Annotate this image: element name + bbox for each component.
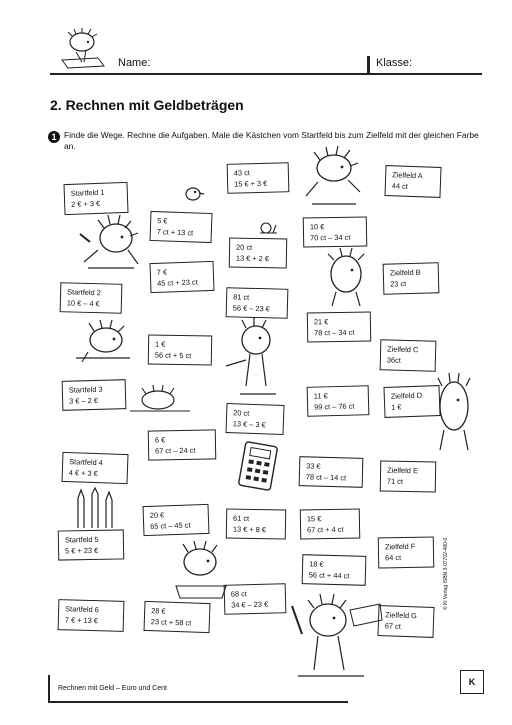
path-field[interactable] (149, 261, 214, 293)
name-label: Name: (118, 57, 151, 69)
hedgehog-illustration (78, 212, 144, 272)
pencils-illustration (70, 488, 120, 530)
goal-field-b[interactable] (383, 262, 440, 294)
task-number-badge: 1 (48, 131, 60, 143)
start-field-3[interactable] (62, 379, 127, 411)
hedgehog-illustration (72, 318, 134, 368)
path-field[interactable] (225, 403, 284, 435)
path-field-value: 15 € (306, 514, 322, 524)
path-field-value: 5 € (157, 216, 168, 226)
page-title: 2. Rechnen mit Geldbeträgen (50, 97, 244, 113)
start-field-expr: 2 € + 3 € (71, 198, 101, 209)
start-field-1[interactable] (63, 182, 128, 215)
goal-field-value: 67 ct (384, 621, 402, 631)
start-field-expr: 5 € + 23 € (65, 545, 99, 556)
goal-field-label: Zielfeld D (390, 390, 423, 401)
path-field-value: 68 ct (230, 589, 248, 599)
path-field[interactable] (143, 601, 210, 633)
path-field[interactable] (149, 211, 212, 243)
path-field-value: 6 € (154, 435, 166, 445)
path-field-expr: 13 € + 2 € (235, 253, 270, 264)
path-field-value: 61 ct (233, 513, 250, 523)
path-field-value: 81 ct (233, 292, 250, 302)
start-field-label: Startfeld 6 (65, 604, 99, 615)
hedgehog-illustration (288, 586, 384, 684)
path-field[interactable] (226, 508, 287, 539)
task-instruction: Finde die Wege. Rechne die Aufgaben. Male die Kästchen vom Startfeld bis zum Zielfeld mit der gleichen Farbe an. (64, 130, 479, 151)
path-field-value: 7 € (156, 267, 168, 277)
start-field-4[interactable] (61, 452, 128, 484)
path-field-expr: 99 ct – 76 ct (314, 401, 355, 412)
path-field-expr: 7 ct + 13 ct (156, 227, 194, 238)
path-field-value: 43 ct (233, 168, 251, 178)
path-field-value: 1 € (155, 339, 166, 349)
start-field-expr: 4 € + 3 € (68, 468, 98, 479)
path-field[interactable] (142, 504, 209, 536)
goal-field-value: 23 ct (390, 279, 407, 289)
path-field[interactable] (302, 554, 367, 586)
goal-field-e[interactable] (380, 461, 437, 493)
path-field-expr: 70 ct – 34 ct (310, 232, 351, 243)
hedgehog-illustration (170, 540, 232, 600)
path-field-value: 28 € (151, 606, 166, 616)
goal-field-label: Zielfeld E (387, 465, 418, 476)
path-field-value: 20 ct (236, 242, 253, 252)
goal-field-a[interactable] (384, 165, 441, 198)
path-field-value: 11 € (313, 391, 328, 401)
path-field[interactable] (307, 385, 370, 417)
path-field[interactable] (303, 216, 368, 247)
path-field[interactable] (300, 508, 361, 539)
calculator-illustration (236, 440, 284, 498)
path-field-expr: 78 ct – 34 ct (314, 327, 355, 338)
goal-field-value: 36ct (386, 355, 401, 365)
path-field-expr: 67 ct – 24 ct (155, 445, 196, 456)
goal-field-c[interactable] (380, 339, 437, 371)
path-field-expr: 45 ct + 23 ct (157, 277, 198, 288)
start-field-6[interactable] (58, 599, 125, 632)
path-field-expr: 65 ct – 45 ct (150, 520, 191, 531)
hedgehog-illustration (298, 146, 366, 208)
goal-field-f[interactable] (378, 537, 435, 569)
goal-field-label: Zielfeld C (387, 344, 419, 355)
hedgehog-illustration (318, 246, 374, 310)
publisher-note: © Kl Verlag ISBN 3-07702-480-0 (443, 537, 449, 610)
class-label: Klasse: (376, 57, 413, 69)
hedgehog-illustration (128, 384, 192, 414)
path-field[interactable] (229, 237, 288, 268)
start-field-label: Startfeld 4 (69, 457, 104, 468)
path-field-value: 10 € (309, 222, 325, 232)
path-field-value: 18 € (309, 559, 324, 569)
start-field-expr: 10 € – 4 € (66, 298, 100, 309)
path-field-value: 21 € (313, 317, 329, 327)
path-field[interactable] (148, 429, 217, 460)
path-field-expr: 67 ct + 4 ct (307, 524, 344, 535)
goal-field-label: Zielfeld G (385, 610, 418, 621)
path-field-expr: 34 € – 23 € (231, 599, 269, 610)
header-underline (50, 73, 482, 75)
path-field-expr: 78 ct – 14 ct (305, 472, 347, 483)
path-field[interactable] (148, 334, 213, 365)
snail-illustration (258, 220, 278, 234)
path-field-value: 20 ct (233, 408, 250, 418)
path-field[interactable] (299, 456, 364, 488)
start-field-2[interactable] (60, 282, 123, 314)
path-field-expr: 15 € + 3 € (234, 178, 268, 189)
hedgehog-illustration (216, 316, 286, 396)
goal-field-label: Zielfeld A (392, 170, 423, 181)
goal-field-value: 44 ct (391, 181, 409, 191)
hedgehog-illustration (432, 372, 478, 454)
path-field-expr: 23 ct + 58 ct (150, 617, 192, 628)
goal-field-label: Zielfeld F (384, 541, 416, 552)
start-field-label: Startfeld 1 (70, 187, 105, 198)
path-field-value: 20 € (149, 510, 165, 520)
start-field-expr: 7 € + 13 € (64, 615, 99, 626)
publisher-logo: K (460, 670, 484, 694)
path-field[interactable] (227, 162, 290, 194)
footer-line (48, 701, 348, 703)
footer-bar (48, 675, 50, 703)
start-field-5[interactable] (58, 529, 125, 560)
start-field-expr: 3 € – 2 € (69, 395, 99, 406)
start-field-label: Startfeld 2 (67, 287, 101, 298)
path-field-value: 33 € (306, 461, 321, 471)
path-field-expr: 56 ct + 44 ct (308, 570, 350, 581)
path-field-expr: 13 € + 8 € (232, 524, 267, 535)
path-field-expr: 56 ct + 5 ct (154, 350, 192, 361)
path-field[interactable] (224, 583, 287, 615)
path-field-expr: 56 € – 23 € (232, 303, 270, 314)
goal-field-value: 1 € (391, 402, 402, 412)
hedgehog-header-illustration (58, 28, 110, 74)
path-field-expr: 13 € – 3 € (232, 419, 266, 430)
bird-illustration (182, 184, 204, 202)
goal-field-value: 71 ct (386, 476, 404, 486)
footer-title: Rechnen mit Geld – Euro und Cent (58, 685, 167, 692)
goal-field-g[interactable] (377, 605, 434, 638)
goal-field-value: 64 ct (385, 553, 402, 563)
start-field-label: Startfeld 5 (64, 534, 99, 545)
path-field[interactable] (226, 287, 289, 319)
path-field[interactable] (307, 311, 372, 342)
goal-field-label: Zielfeld B (389, 267, 421, 278)
start-field-label: Startfeld 3 (68, 384, 103, 395)
